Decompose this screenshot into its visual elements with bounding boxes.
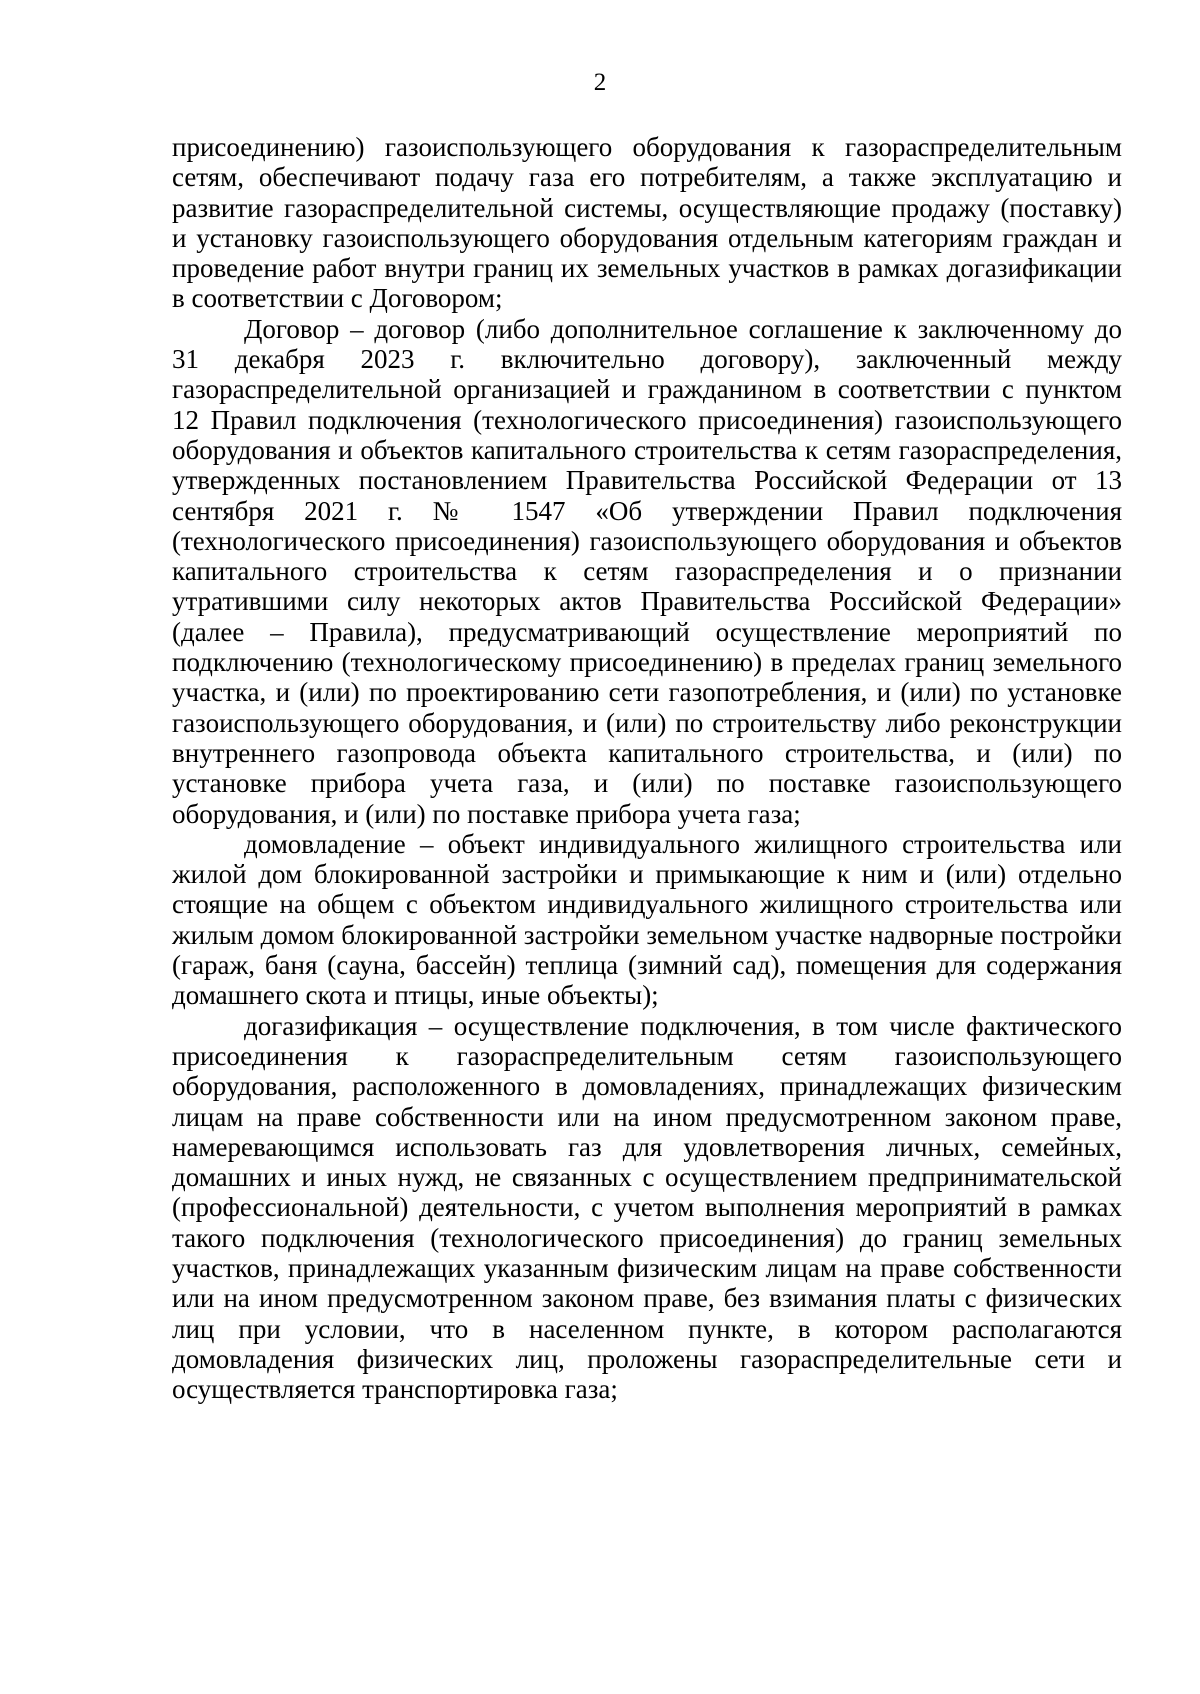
document-body xyxy=(172,132,1122,1404)
paragraph-domovladenie-definition: домовладение – объект индивидуального жилищного строительства или жилой дом блокированной застройки и примыкающие к ним и (или) отдельно стоящие на общем с объектом индивидуального жилищного строительства или жилым домом блокированной застройки земельном участке надворные постройки (гараж, баня (сауна, бассейн) теплица (зимний сад), помещения для содержания домашнего скота и птицы, иные объекты); xyxy=(172,828,1122,1011)
paragraph-dogazifikaciya-definition: догазификация – осуществление подключения, в том числе фактического присоединения к газораспределительным сетям газоиспользующего оборудования, расположенного в домовладениях, принадлежащих физическим лицам на праве собственности или на ином предусмотренном законом праве, намеревающимся использовать газ для удовлетворения личных, семейных, домашних и иных нужд, не связанных с осуществлением предпринимательской (профессиональной) деятельности, с учетом выполнения мероприятий в рамках такого подключения (технологического присоединения) до границ земельных участков, принадлежащих указанным физическим лицам на праве собственности или на ином предусмотренном законом праве, без взимания платы с физических лиц при условии, что в населенном пункте, в котором располагаются домовладения физических лиц, проложены газораспределительные сети и осуществляется транспортировка газа; xyxy=(172,1010,1122,1405)
paragraph-continuation: присоединению) газоиспользующего оборудования к газораспределительным сетям, обеспечивают подачу газа его потребителям, а также эксплуатацию и развитие газораспределительной системы, осуществляющие продажу (поставку) и установку газоиспользующего оборудования отдельным категориям граждан и проведение работ внутри границ их земельных участков в рамках догазификации в соответствии с Договором; xyxy=(172,132,1122,314)
paragraph-dogovor-definition: Договор – договор (либо дополнительное соглашение к заключенному до 31 декабря 2023 г. включительно договору), заключенный между газораспределительной организацией и гражданином в соответствии с пунктом 12 Правил подключения (технологического присоединения) газоиспользующего оборудования и объектов капитального строительства к сетям газораспределения, утвержденных постановлением Правительства Российской Федерации от 13 сентября 2021 г. № 1547 «Об утверждении Правил подключения (технологического присоединения) газоиспользующего оборудования и объектов капитального строительства к сетям газораспределения и о признании утратившими силу некоторых актов Правительства Российской Федерации» (далее – Правила), предусматривающий осуществление мероприятий по подключению (технологическому присоединению) в пределах границ земельного участка, и (или) по проектированию сети газопотребления, и (или) по установке газоиспользующего оборудования, и (или) по строительству либо реконструкции внутреннего газопровода объекта капитального строительства, и (или) по установке прибора учета газа, и (или) по поставке газоиспользующего оборудования, и (или) по поставке прибора учета газа; xyxy=(172,313,1122,829)
page-number: 2 xyxy=(593,69,607,96)
